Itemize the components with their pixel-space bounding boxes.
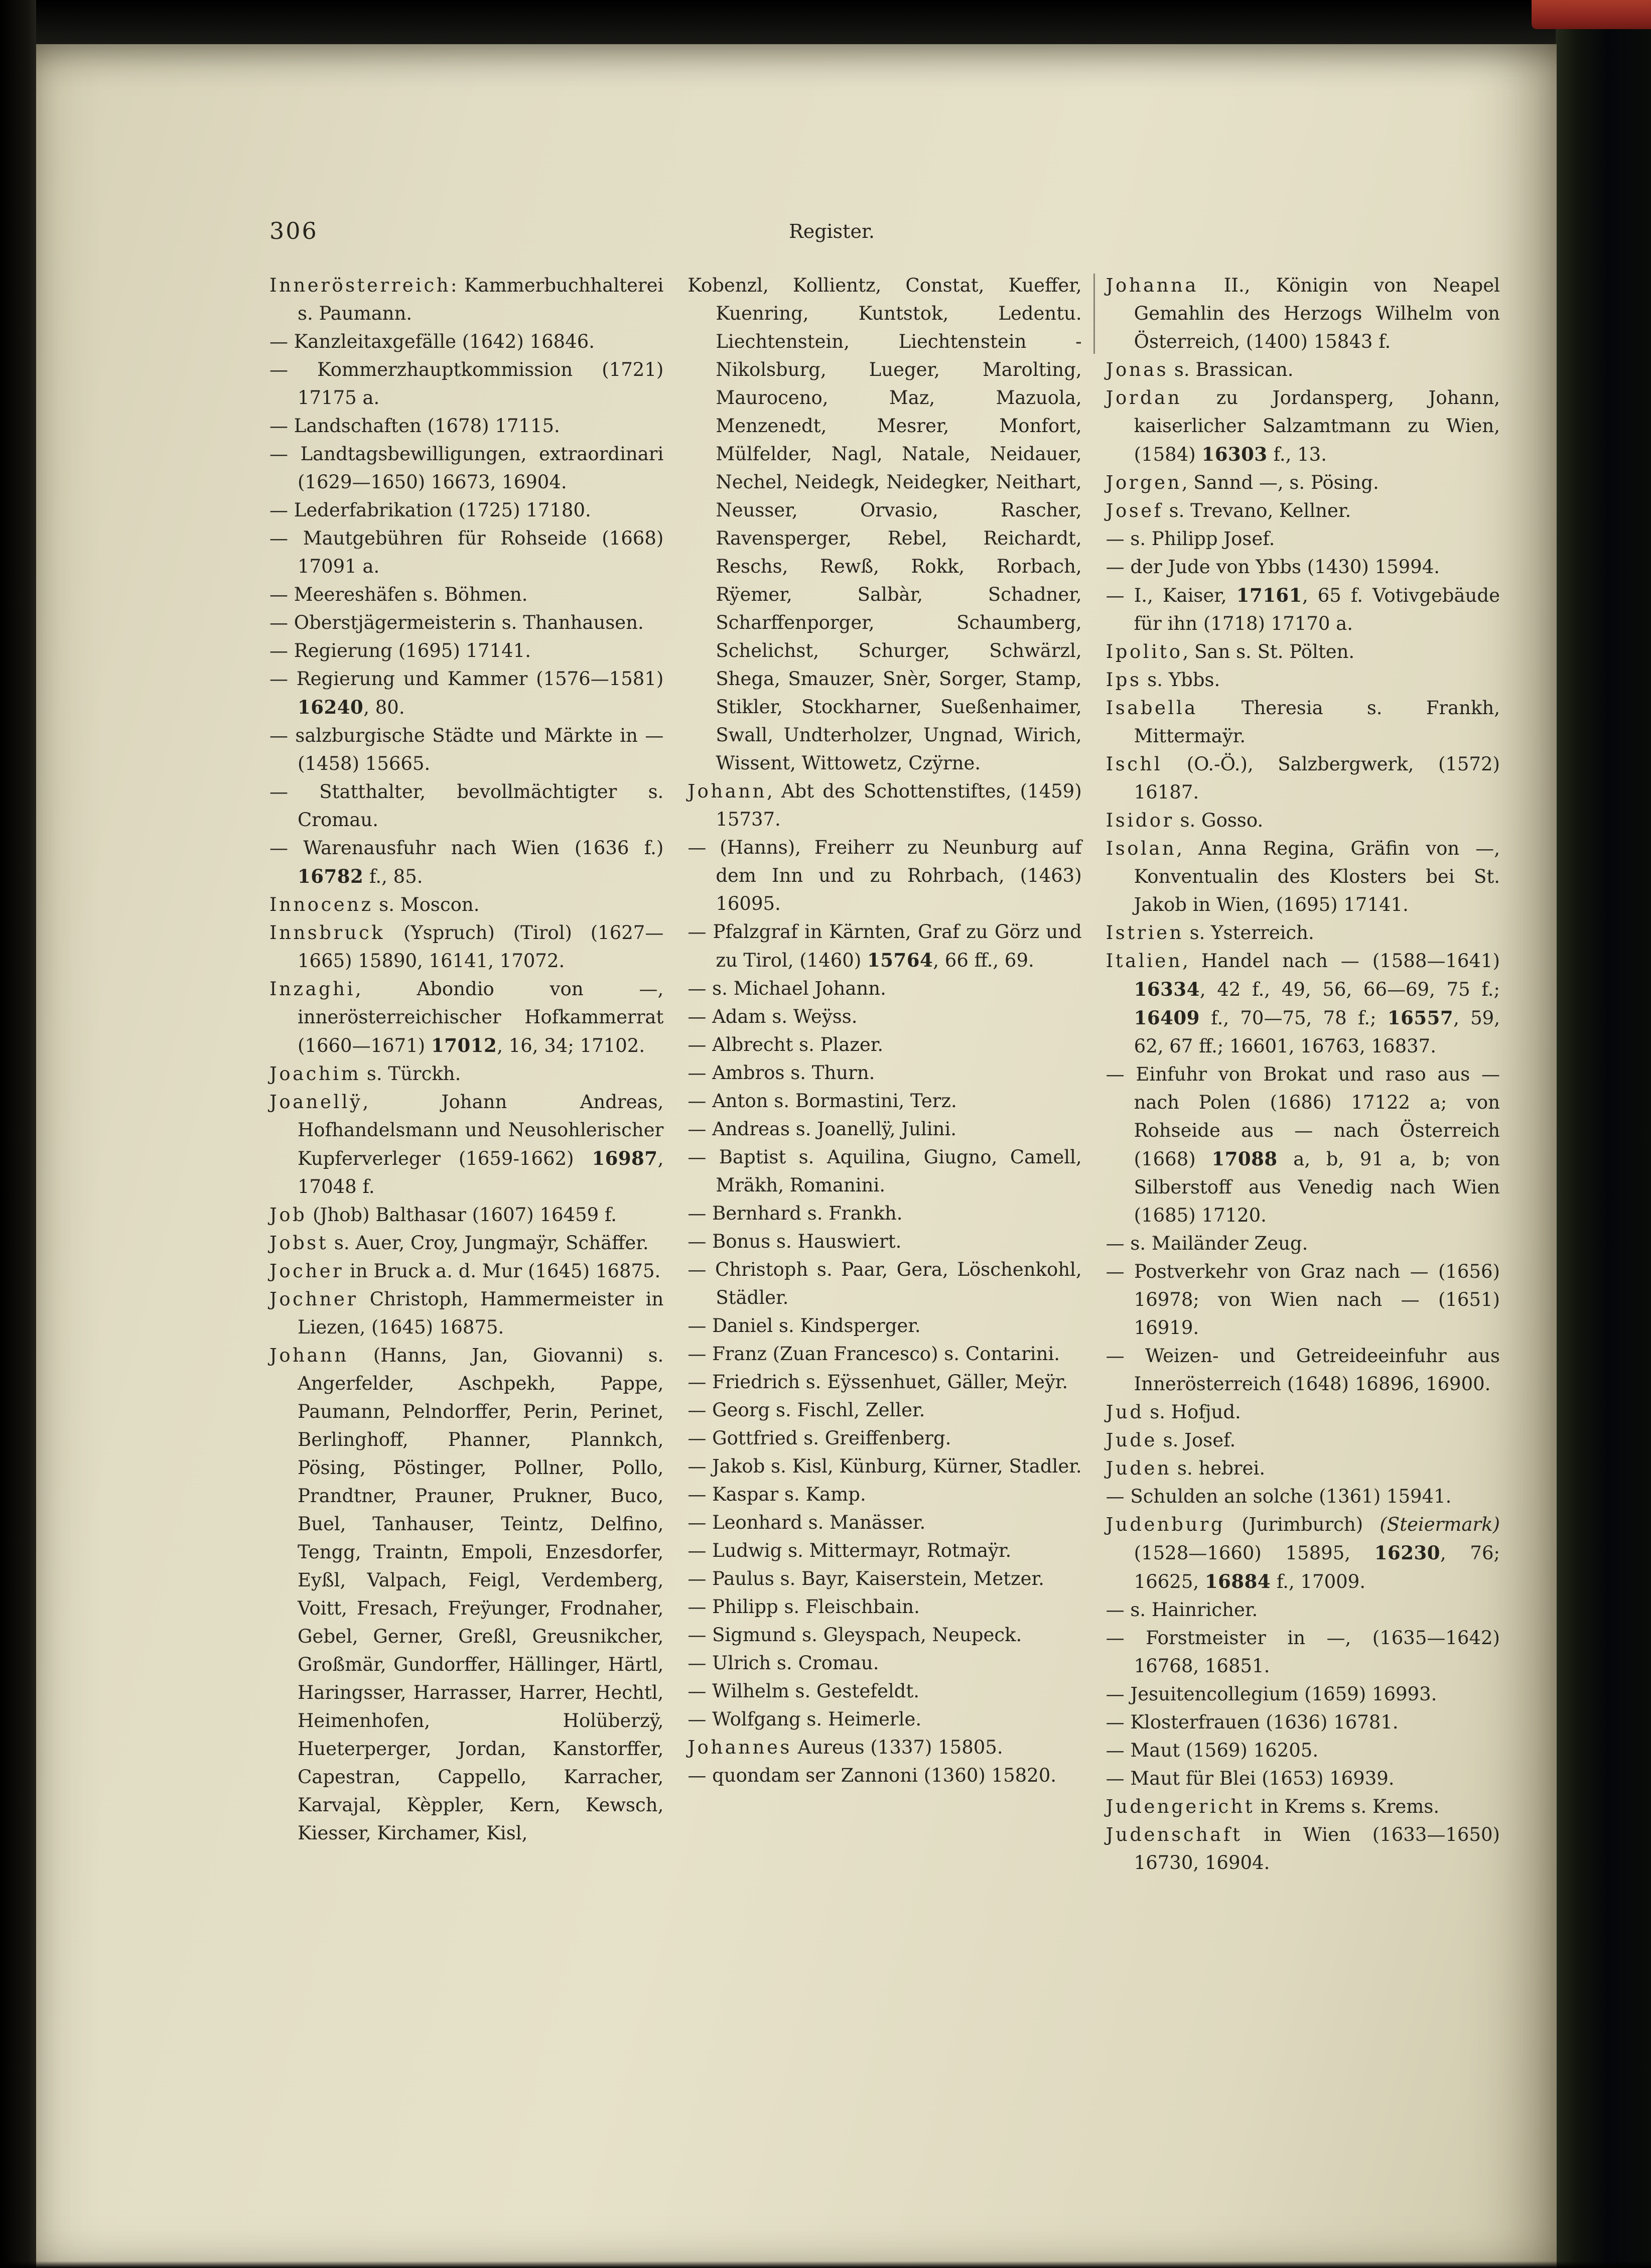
index-entry: Josef s. Trevano, Kellner. (1106, 500, 1351, 521)
index-entry-headword: Ipolito (1106, 641, 1183, 662)
index-entry: Joanellÿ, Johann Andreas, Hofhandelsmann und Neusohlerischer Kupferverleger (1659-1662) 16987, 17048 f. (269, 1091, 664, 1197)
index-entry: — Meereshäfen s. Böhmen. (269, 584, 528, 605)
index-entry: — Jakob s. Kisl, Künburg, Kürner, Stadler. (687, 1455, 1082, 1477)
index-entry: — Weizen- und Getreideeinfuhr aus Innerösterreich (1648) 16896, 16900. (1106, 1345, 1500, 1395)
index-entry: Johann, Abt des Schottenstiftes, (1459) 15737. (687, 780, 1082, 830)
index-entry: — Lederfabrikation (1725) 17180. (269, 499, 591, 521)
index-entry-headword: Jud (1106, 1401, 1144, 1423)
index-entry: — Schulden an solche (1361) 15941. (1106, 1486, 1452, 1507)
index-entry: — Statthalter, bevollmächtigter s. Cromau. (269, 781, 664, 831)
index-entry-headword: Isidor (1106, 810, 1174, 831)
index-entry: — s. Michael Johann. (687, 978, 886, 999)
index-column-2 (687, 272, 1081, 1877)
index-entry: — Sigmund s. Gleyspach, Neupeck. (687, 1624, 1022, 1646)
index-entry-headword: Job (269, 1204, 307, 1226)
index-entry: — Landschaften (1678) 17115. (269, 415, 560, 437)
paper-page (36, 44, 1557, 2268)
index-entry: — Maut für Blei (1653) 16939. (1106, 1768, 1395, 1789)
scan-dark-edge-bottom (0, 2261, 1651, 2268)
index-entry: Italien, Handel nach — (1588—1641) 16334, 42 f., 49, 56, 66—69, 75 f.; 16409 f., 70—75, 78 f.; 16557, 59, 62, 67 ff.; 16601, 16763, 16837. (1106, 950, 1500, 1057)
index-entry: — Forstmeister in —, (1635—1642) 16768, 16851. (1106, 1627, 1500, 1677)
index-entry: Jobst s. Auer, Croy, Jungmaÿr, Schäffer. (269, 1232, 649, 1254)
index-entry: Isabella Theresia s. Frankh, Mittermaÿr. (1106, 697, 1500, 747)
index-entry-headword: Innocenz (269, 894, 373, 915)
index-entry: — Kaspar s. Kamp. (687, 1484, 866, 1505)
index-entry: Kobenzl, Kollientz, Constat, Kueffer, Kuenring, Kuntstok, Ledentu. Liechtenstein, Liechtenstein - Nikolsburg, Lueger, Marolting, Mauroceno, Maz, Mazuola, Menzenedt, Mesrer, Monfort, Mülfelder, Nagl, Natale, Neidauer, Nechel, Neidegk, Neidegker, Neithart, Neusser, Orvasio, Rascher, Ravensperger, Rebel, Reichardt, Reschs, Rewß, Rokk, Rorbach, Rÿemer, Salbàr, Schadner, Scharffenporger, Schaumberg, Schelichst, Schurger, Schwärzl, Shega, Smauzer, Snèr, Sorger, Stamp, Stikler, Stockharner, Sueßenhaimer, Swall, Undterholzer, Ungnad, Wirich, Wissent, Wittowetz, Czÿrne. (687, 275, 1082, 774)
index-entry: Joachim s. Türckh. (269, 1063, 461, 1085)
index-entry: Juden s. hebrei. (1106, 1457, 1266, 1479)
index-entry: — Oberstjägermeisterin s. Thanhausen. (269, 612, 644, 633)
index-entry: — Daniel s. Kindsperger. (687, 1315, 921, 1337)
index-entry: — Jesuitencollegium (1659) 16993. (1106, 1683, 1437, 1705)
index-entry: — Paulus s. Bayr, Kaiserstein, Metzer. (687, 1568, 1044, 1589)
index-entry: Ischl (O.-Ö.), Salzbergwerk, (1572) 16187. (1106, 753, 1500, 803)
book-cover-corner (1532, 0, 1651, 29)
index-entry: Johanna II., Königin von Neapel Gemahlin des Herzogs Wilhelm von Österreich, (1400) 15843 f. (1106, 275, 1500, 352)
index-entry: — Philipp s. Fleischbain. (687, 1596, 920, 1618)
index-entry-headword: Isabella (1106, 697, 1198, 719)
index-entry: Jorgen, Sannd —, s. Pösing. (1106, 472, 1379, 493)
index-entry-headword: Judengericht (1106, 1796, 1255, 1817)
index-entry: Jonas s. Brassican. (1106, 359, 1294, 380)
index-entry-headword: Ischl (1106, 753, 1163, 775)
index-entry: — Ambros s. Thurn. (687, 1062, 875, 1084)
index-entry: Johann (Hanns, Jan, Giovanni) s. Angerfelder, Aschpekh, Pappe, Paumann, Pelndorffer, Perin, Perinet, Berlinghoff, Phanner, Plannkch, Pösing, Pöstinger, Pollner, Pollo, Prandtner, Prauner, Prukner, Buco, Buel, Tanhauser, Teintz, Delfino, Tengg, Traintn, Empoli, Enzesdorfer, Eyßl, Valpach, Feigl, Verdemberg, Voitt, Fresach, Freÿunger, Frodnaher, Gebel, Gerner, Greßl, Greusnikcher, Großmär, Gundorffer, Hällinger, Härtl, Haringsser, Harrasser, Harrer, Hechtl, Heimenhofen, Holüberzÿ, Hueterperger, Jordan, Kanstorffer, Capestran, Cappello, Karracher, Karvajal, Kèppler, Kern, Kewsch, Kiesser, Kirchamer, Kisl, (269, 1345, 664, 1844)
index-entry-headword: Juden (1106, 1457, 1172, 1479)
index-entry: Innocenz s. Moscon. (269, 894, 480, 915)
index-columns (269, 272, 1500, 1877)
index-entry: — Wolfgang s. Heimerle. (687, 1708, 922, 1730)
index-entry: — Albrecht s. Plazer. (687, 1034, 884, 1055)
index-entry: Isolan, Anna Regina, Gräfin von —, Konventualin des Klosters bei St. Jakob in Wien, (1695) 17141. (1106, 838, 1500, 915)
index-entry: — Mautgebühren für Rohseide (1668) 17091 a. (269, 527, 664, 577)
index-entry: — Franz (Zuan Francesco) s. Contarini. (687, 1343, 1060, 1365)
index-column-1 (269, 272, 663, 1877)
page-content (269, 217, 1500, 1877)
page-header (269, 217, 1500, 272)
index-entry: — Kanzleitaxgefälle (1642) 16846. (269, 331, 595, 352)
index-entry: Job (Jhob) Balthasar (1607) 16459 f. (269, 1204, 617, 1226)
index-entry: — s. Hainricher. (1106, 1599, 1258, 1621)
scan-dark-edge-left (0, 0, 36, 2268)
index-entry: — Regierung (1695) 17141. (269, 640, 531, 661)
index-entry: — Maut (1569) 16205. (1106, 1740, 1319, 1761)
index-entry: Jordan zu Jordansperg, Johann, kaiserlicher Salzamtmann zu Wien, (1584) 16303 f., 13. (1106, 387, 1500, 465)
index-entry: — der Jude von Ybbs (1430) 15994. (1106, 556, 1440, 578)
index-entry-headword: Innsbruck (269, 922, 385, 944)
index-entry-headword: Istrien (1106, 922, 1184, 944)
index-entry: Judenburg (Jurimburch) (Steiermark) (1528—1660) 15895, 16230, 76; 16625, 16884 f., 17009. (1106, 1514, 1500, 1592)
index-entry: Ipolito, San s. St. Pölten. (1106, 641, 1355, 662)
index-entry-headword: Isolan (1106, 838, 1177, 859)
index-entry: Jude s. Josef. (1106, 1429, 1236, 1451)
index-entry-headword: Johannes (687, 1737, 792, 1758)
index-entry: — Landtagsbewilligungen, extraordinari (1629—1650) 16673, 16904. (269, 443, 664, 493)
index-entry-headword: Innerösterreich (269, 275, 451, 296)
index-entry: Johannes Aureus (1337) 15805. (687, 1737, 1003, 1758)
index-entry: — s. Mailänder Zeug. (1106, 1233, 1308, 1254)
index-entry-headword: Italien (1106, 950, 1183, 972)
book-fore-edge-shadow (1556, 0, 1651, 2268)
index-entry-headword: Jobst (269, 1232, 329, 1254)
index-entry: — Christoph s. Paar, Gera, Löschenkohl, Städler. (687, 1259, 1082, 1308)
index-entry-headword: Jude (1106, 1429, 1157, 1451)
index-entry: — Postverkehr von Graz nach — (1656) 16978; von Wien nach — (1651) 16919. (1106, 1261, 1500, 1339)
index-entry: — Klosterfrauen (1636) 16781. (1106, 1711, 1399, 1733)
index-entry: — Gottfried s. Greiffenberg. (687, 1427, 951, 1449)
index-entry: — quondam ser Zannoni (1360) 15820. (687, 1765, 1057, 1786)
index-entry: — salzburgische Städte und Märkte in — (1458) 15665. (269, 725, 664, 774)
index-entry: — Pfalzgraf in Kärnten, Graf zu Görz und zu Tirol, (1460) 15764, 66 ff., 69. (687, 921, 1082, 971)
index-entry-headword: Jordan (1106, 387, 1182, 409)
index-entry: — Bonus s. Hauswiert. (687, 1231, 902, 1252)
index-entry: Isidor s. Gosso. (1106, 810, 1264, 831)
index-entry-headword: Josef (1106, 500, 1163, 521)
index-entry: — Baptist s. Aquilina, Giugno, Camell, Mräkh, Romanini. (687, 1146, 1082, 1196)
index-entry: Jochner Christoph, Hammermeister in Liezen, (1645) 16875. (269, 1288, 664, 1338)
index-entry: Istrien s. Ysterreich. (1106, 922, 1314, 944)
index-entry: — Georg s. Fischl, Zeller. (687, 1399, 925, 1421)
index-entry: Innerösterreich: Kammerbuchhalterei s. Paumann. (269, 275, 664, 324)
column-divider-rule (1093, 274, 1095, 354)
index-entry: Judengericht in Krems s. Krems. (1106, 1796, 1440, 1817)
index-entry: — (Hanns), Freiherr zu Neunburg auf dem Inn und zu Rohrbach, (1463) 16095. (687, 837, 1082, 914)
index-entry-headword: Judenburg (1106, 1514, 1225, 1535)
index-entry: Ips s. Ybbs. (1106, 669, 1220, 691)
index-entry: Judenschaft in Wien (1633—1650) 16730, 16904. (1106, 1824, 1500, 1874)
index-entry-headword: Joachim (269, 1063, 361, 1085)
index-entry-headword: Judenschaft (1106, 1824, 1243, 1845)
index-entry-headword: Johanna (1106, 275, 1198, 296)
index-entry: Innsbruck (Yspruch) (Tirol) (1627—1665) 15890, 16141, 17072. (269, 922, 664, 972)
scan-dark-edge-top (0, 0, 1651, 46)
index-entry: — Leonhard s. Manässer. (687, 1512, 926, 1533)
index-entry-headword: Jocher (269, 1260, 344, 1282)
index-entry: — Adam s. Weÿss. (687, 1006, 858, 1027)
index-entry: — Bernhard s. Frankh. (687, 1203, 903, 1224)
index-entry: — Warenausfuhr nach Wien (1636 f.) 16782 f., 85. (269, 837, 664, 887)
index-entry: Inzaghi, Abondio von —, innerösterreichischer Hofkammerrat (1660—1671) 17012, 16, 34; 17102. (269, 978, 664, 1056)
index-entry: — s. Philipp Josef. (1106, 528, 1275, 550)
index-entry-headword: Inzaghi (269, 978, 355, 1000)
index-entry: — Regierung und Kammer (1576—1581) 16240, 80. (269, 668, 664, 718)
index-entry: — Wilhelm s. Gestefeldt. (687, 1680, 919, 1702)
index-entry: — Ulrich s. Cromau. (687, 1652, 879, 1674)
index-entry: — Einfuhr von Brokat und raso aus — nach Polen (1686) 17122 a; von Rohseide aus — nach Österreich (1668) 17088 a, b, 91 a, b; von Silberstoff aus Venedig nach Wien (1685) 17120. (1106, 1063, 1500, 1226)
index-entry: — Kommerzhauptkommission (1721) 17175 a. (269, 359, 664, 409)
index-entry-headword: Jochner (269, 1288, 358, 1310)
index-column-3 (1106, 272, 1500, 1877)
index-entry-headword: Jorgen (1106, 472, 1182, 493)
index-entry: Jud s. Hofjud. (1106, 1401, 1241, 1423)
index-entry-headword: Ips (1106, 669, 1142, 691)
index-entry-headword: Jonas (1106, 359, 1169, 380)
index-entry: — Anton s. Bormastini, Terz. (687, 1090, 957, 1112)
running-title: Register. (789, 220, 875, 242)
index-entry: — I., Kaiser, 17161, 65 f. Votivgebäude für ihn (1718) 17170 a. (1106, 584, 1500, 634)
index-entry: Jocher in Bruck a. d. Mur (1645) 16875. (269, 1260, 661, 1282)
page-number: 306 (269, 217, 318, 244)
index-entry: — Friedrich s. Eÿssenhuet, Gäller, Meÿr. (687, 1371, 1068, 1393)
index-entry-headword: Joanellÿ (269, 1091, 363, 1113)
index-entry-headword: Johann (687, 780, 767, 802)
index-entry-headword: Johann (269, 1345, 349, 1366)
index-entry: — Andreas s. Joanellÿ, Julini. (687, 1118, 957, 1140)
index-entry: — Ludwig s. Mittermayr, Rotmaÿr. (687, 1540, 1012, 1561)
